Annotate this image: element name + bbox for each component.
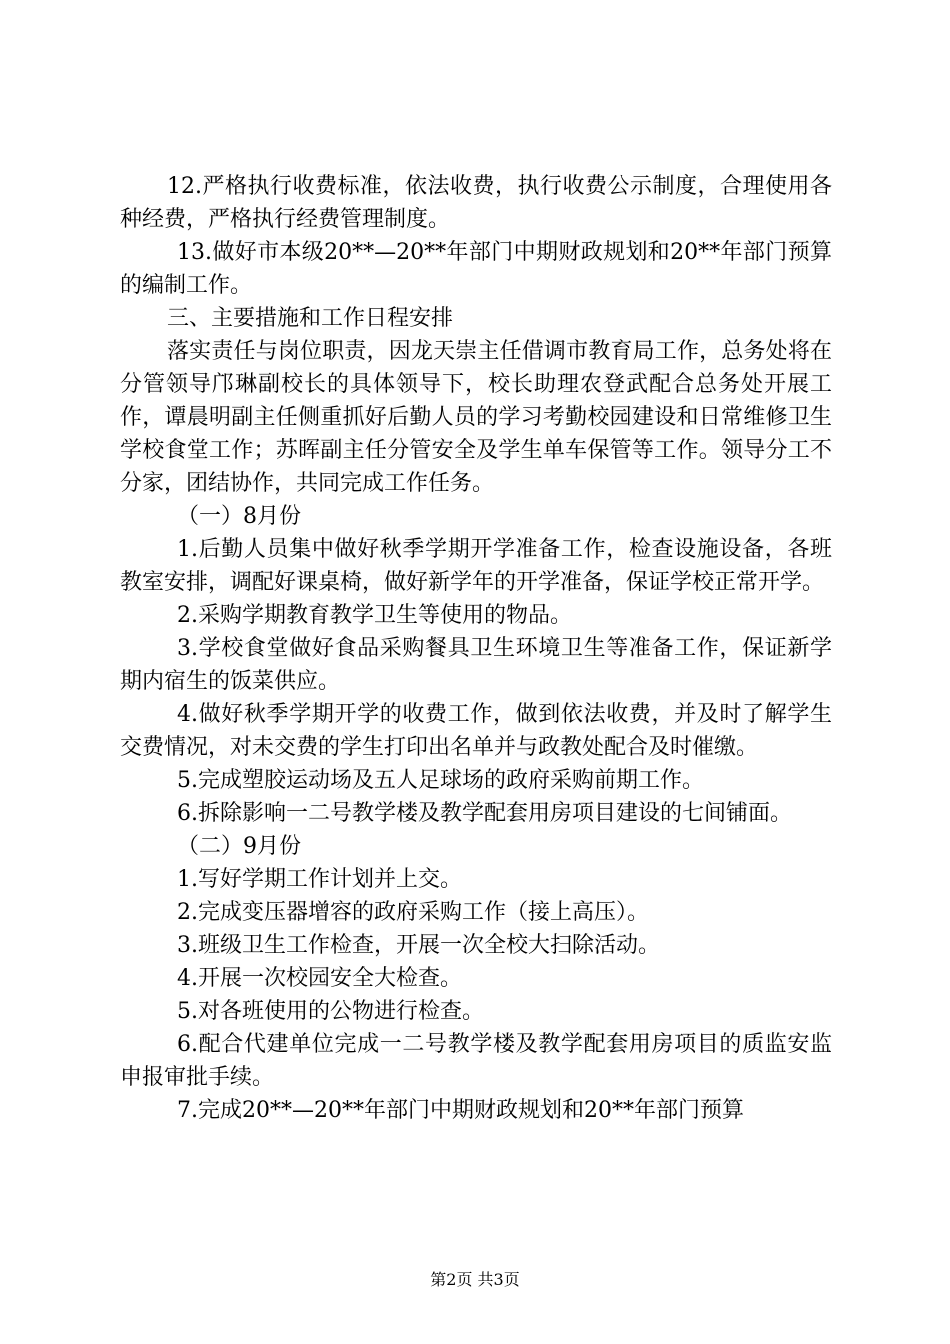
list-item: 4.做好秋季学期开学的收费工作，做到依法收费，并及时了解学生交费情况，对未交费的学生打印出名单并与政教处配合及时催缴。	[120, 702, 832, 760]
list-item: 7.完成20**—20**年部门中期财政规划和20**年部门预算	[177, 1098, 744, 1123]
list-item: 4.开展一次校园安全大检查。	[177, 966, 462, 991]
list-item: 2.完成变压器增容的政府采购工作（接上高压）。	[177, 900, 649, 925]
paragraph-item-12: 12.严格执行收费标准，依法收费，执行收费公示制度，合理使用各种经费，严格执行经费管理制度。	[120, 174, 832, 232]
subheading-august: （一）8月份	[177, 504, 301, 529]
list-item: 1.写好学期工作计划并上交。	[177, 867, 462, 892]
paragraph-item-13: 13.做好市本级20**—20**年部门中期财政规划和20**年部门预算的编制工作。	[120, 240, 832, 298]
paragraph-responsibilities: 落实责任与岗位职责，因龙天崇主任借调市教育局工作，总务处将在分管领导邝琳副校长的具体领导下，校长助理农登武配合总务处开展工作，谭晨明副主任侧重抓好后勤人员的学习考勤校园建设和日常维修卫生学校食堂工作；苏晖副主任分管安全及学生单车保管等工作。领导分工不分家，团结协作，共同完成工作任务。	[120, 339, 832, 496]
list-item: 5.对各班使用的公物进行检查。	[177, 999, 484, 1024]
list-item: 6.拆除影响一二号教学楼及教学配套用房项目建设的七间铺面。	[177, 801, 792, 826]
page-number-footer: 第2页 共3页	[430, 1270, 520, 1289]
list-item: 6.配合代建单位完成一二号教学楼及教学配套用房项目的质监安监申报审批手续。	[120, 1032, 832, 1090]
list-item: 3.学校食堂做好食品采购餐具卫生环境卫生等准备工作，保证新学期内宿生的饭菜供应。	[120, 636, 832, 694]
subheading-september: （二）9月份	[177, 834, 301, 859]
section-heading: 三、主要措施和工作日程安排	[167, 306, 454, 331]
list-item: 2.采购学期教育教学卫生等使用的物品。	[177, 603, 572, 628]
list-item: 1.后勤人员集中做好秋季学期开学准备工作，检查设施设备，各班教室安排，调配好课桌椅，做好新学年的开学准备，保证学校正常开学。	[120, 537, 832, 595]
list-item: 5.完成塑胶运动场及五人足球场的政府采购前期工作。	[177, 768, 704, 793]
list-item: 3.班级卫生工作检查，开展一次全校大扫除活动。	[177, 933, 660, 958]
document-body	[120, 170, 832, 1127]
